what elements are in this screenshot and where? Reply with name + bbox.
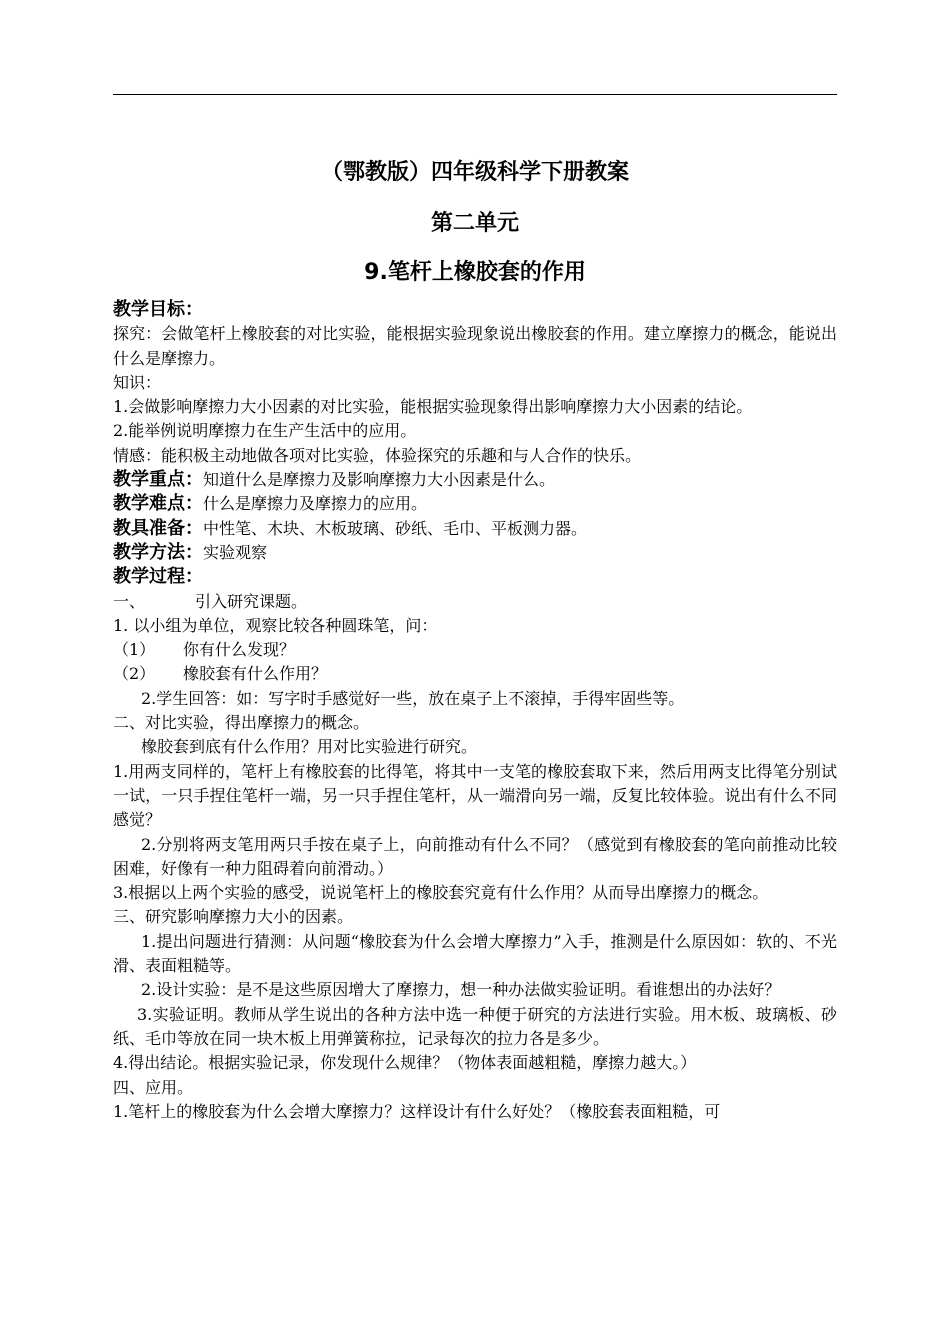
section-3-paragraph-4: 4.得出结论。根据实验记录，你发现什么规律？（物体表面越粗糙，摩擦力越大。） [113, 1053, 697, 1073]
goal-explore: 探究：会做笔杆上橡胶套的对比实验，能根据实验现象说出橡胶套的作用。建立摩擦力的概念，能说出什么是摩擦力。 [113, 324, 837, 368]
focus-line [113, 468, 837, 492]
difficulty-text: 什么是摩擦力及摩擦力的应用。 [203, 494, 428, 514]
section-4-title: 四、应用。 [113, 1077, 194, 1097]
section-2-title: 二、对比实验，得出摩擦力的概念。 [113, 713, 370, 733]
section-1-paragraph-1: 1. 以小组为单位，观察比较各种圆珠笔，问： [113, 615, 438, 635]
unit-title: 第二单元 [430, 211, 519, 236]
section-3-title: 三、研究影响摩擦力大小的因素。 [113, 907, 354, 927]
section-2-paragraph-1: 1.用两支同样的，笔杆上有橡胶套的比得笔，将其中一支笔的橡胶套取下来，然后用两支比得笔分别试一试，一只手捏住笔杆一端，另一只手捏住笔杆，从一端滑向另一端，反复比较体验。说出有什么不同感觉？ [113, 761, 837, 830]
question-2-number: （2） [113, 664, 156, 684]
question-2-text: 橡胶套有什么作用？ [183, 664, 328, 684]
goals-heading: 教学目标： [113, 299, 203, 320]
section-3-paragraph-2: 2.设计实验：是不是这些原因增大了摩擦力，想一种办法做实验证明。看谁想出的办法好？ [141, 980, 781, 1000]
method-text: 实验观察 [203, 542, 268, 562]
section-1-paragraph-2: 2.学生回答：如：写字时手感觉好一些，放在桌子上不滚掉，手得牢固些等。 [141, 688, 685, 708]
document-body [113, 298, 837, 1124]
section-3-paragraph-3: 3.实验证明。教师从学生说出的各种方法中选一种便于研究的方法进行实验。用木板、玻璃板、砂纸、毛巾等放在同一块木板上用弹簧称拉，记录每次的拉力各是多少。 [113, 1004, 837, 1048]
focus-label: 教学重点： [113, 469, 203, 491]
method-line [113, 541, 837, 565]
process-heading: 教学过程： [113, 566, 203, 588]
difficulty-line [113, 492, 837, 516]
question-1-text: 你有什么发现？ [183, 640, 296, 660]
lesson-title: 9.笔杆上橡胶套的作用 [364, 260, 586, 285]
tools-line [113, 517, 837, 541]
goal-knowledge-2: 2.能举例说明摩擦力在生产生活中的应用。 [113, 421, 417, 441]
header-rule [113, 94, 837, 95]
section-4-paragraph-1: 1.笔杆上的橡胶套为什么会增大摩擦力？这样设计有什么好处？（橡胶套表面粗糙，可 [113, 1101, 721, 1121]
section-3-paragraph-1: 1.提出问题进行猜测：从问题“橡胶套为什么会增大摩擦力”入手，推测是什么原因如：软的、不光滑、表面粗糙等。 [113, 931, 837, 976]
difficulty-label: 教学难点： [113, 493, 203, 515]
goal-knowledge-label: 知识： [113, 372, 162, 392]
focus-text: 知道什么是摩擦力及影响摩擦力大小因素是什么。 [203, 470, 556, 490]
section-1-question-2 [113, 662, 837, 686]
goal-knowledge-1: 1.会做影响摩擦力大小因素的对比实验，能根据实验现象得出影响摩擦力大小因素的结论。 [113, 397, 753, 417]
goal-emotion: 情感：能积极主动地做各项对比实验，体验探究的乐趣和与人合作的快乐。 [113, 445, 642, 465]
question-1-number: （1） [113, 640, 156, 660]
section-2-intro: 橡胶套到底有什么作用？用对比实验进行研究。 [141, 737, 478, 757]
section-1-question-1 [113, 638, 837, 662]
document-title: （鄂教版）四年级科学下册教案 [320, 160, 629, 185]
section-2-paragraph-3: 3.根据以上两个实验的感受，说说笔杆上的橡胶套究竟有什么作用？从而导出摩擦力的概念。 [113, 883, 769, 903]
method-label: 教学方法： [113, 541, 203, 563]
tools-text: 中性笔、木块、木板玻璃、砂纸、毛巾、平板测力器。 [203, 518, 588, 538]
section-1-title [113, 590, 837, 614]
section-1-text: 引入研究课题。 [195, 591, 308, 611]
tools-label: 教具准备： [113, 517, 203, 539]
section-1-number: 一、 [113, 591, 146, 611]
section-2-paragraph-2: 2.分别将两支笔用两只手按在桌子上，向前推动有什么不同？（感觉到有橡胶套的笔向前推动比较困难，好像有一种力阻碍着向前滑动。） [113, 834, 837, 878]
